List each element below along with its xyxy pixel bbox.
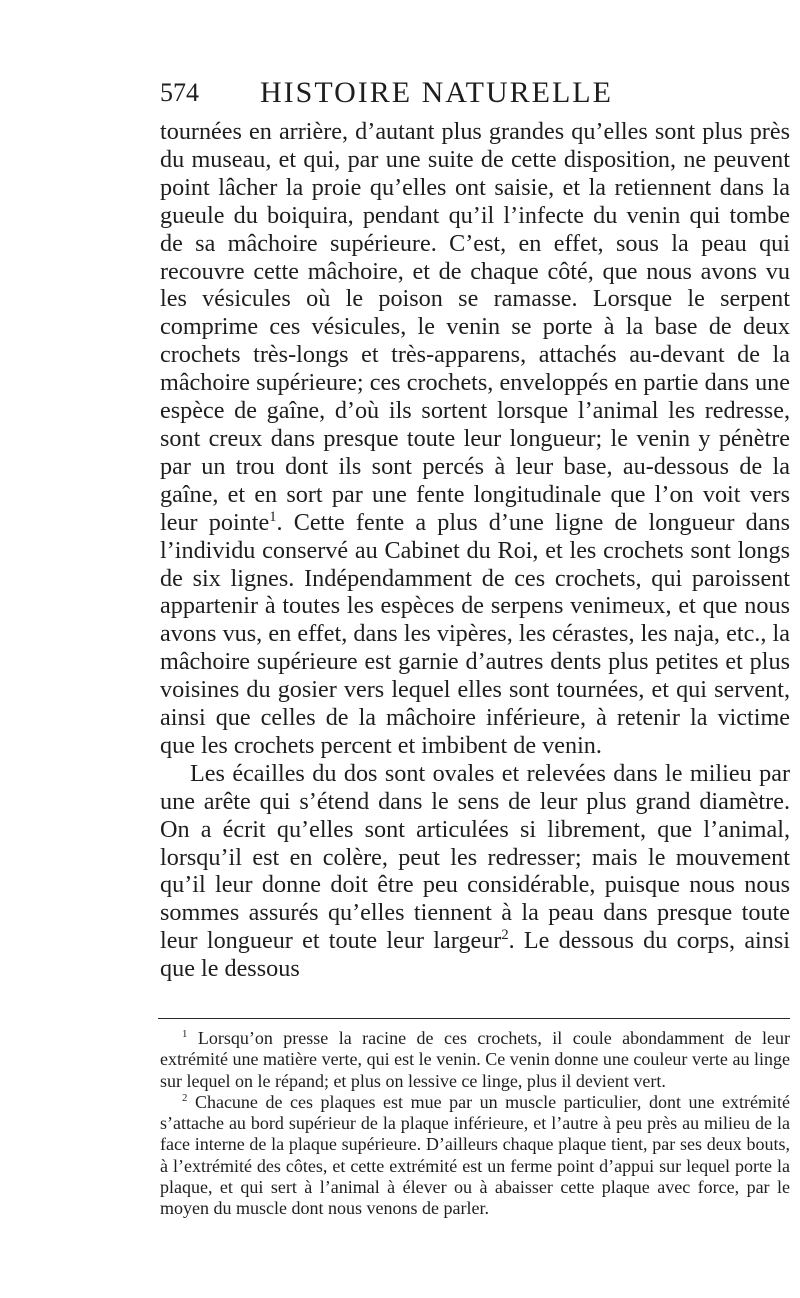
footnote — [160, 1028, 790, 1092]
footnote-reference: 2 — [501, 927, 509, 944]
footnote-text: Lorsqu’on presse la racine de ces crochets, il coule abondamment de leur extrémité une matière verte, qui est le venin. Ce venin donne une couleur verte au linge sur lequel on le répand; et plus on lessive ce linge, plus il devient vert. — [160, 1028, 790, 1091]
page-header — [160, 76, 760, 116]
footnote-reference: 1 — [269, 508, 277, 525]
paragraph-text: Les écailles du dos sont ovales et relevées dans le milieu par une arête qui s’étend dans le sens de leur plus grand diamètre. On a écrit qu’elles sont articulées si librement, que l’animal, lorsqu’il est en colère, peut les redresser; mais le mouvement qu’il leur donne doit être peu considérable, puisque nous nous sommes assurés qu’elles tiennent à la peau dans presque toute leur longueur et toute leur largeur — [160, 759, 790, 955]
footnote-marker: 2 — [182, 1091, 188, 1104]
paragraph-text: tournées en arrière, d’autant plus grandes qu’elles sont plus près du museau, et qui, par une suite de cette disposition, ne peuvent point lâcher la proie qu’elles ont saisie, et la retiennent dans la gueule du boiquira, pendant qu’il l’infecte du venin qui tombe de sa mâchoire supérieure. C’est, en effet, sous la peau qui recouvre cette mâchoire, et de chaque côté, que nous avons vu les vésicules où le poison se ramasse. Lorsque le serpent comprime ces vésicules, le venin se porte à la base de deux crochets très-longs et très-apparens, attachés au-devant de la mâchoire supérieure; ces crochets, enveloppés en partie dans une espèce de gaîne, d’où ils sortent lorsque l’animal les redresse, sont creux dans presque toute leur longueur; le venin y pénètre par un trou dont ils sont percés à leur base, au-dessous de la gaîne, et en sort par une fente longitudinale que l’on voit vers leur pointe — [160, 118, 790, 536]
footnote-text: Chacune de ces plaques est mue par un muscle particulier, dont une extrémité s’attache au bord supérieur de la plaque inférieure, et l’autre à peu près au milieu de la face interne de la plaque supérieure. D’ailleurs chaque plaque tient, par ses deux bouts, à l’extrémité des côtes, et cette extrémité est un ferme point d’appui sur lequel porte la plaque, et qui sert à l’animal à élever ou à abaisser cette plaque avec force, par le moyen du muscle dont nous venons de parler. — [160, 1091, 790, 1219]
paragraph — [160, 760, 790, 983]
footnote-divider — [158, 1018, 790, 1019]
footnote-marker: 1 — [182, 1028, 188, 1040]
paragraph-text: . Le dessous du corps, ainsi que le dessous — [160, 927, 791, 983]
page-number: 574 — [160, 78, 199, 107]
footnotes — [160, 1028, 790, 1220]
paragraph — [160, 118, 790, 760]
footnote — [160, 1092, 790, 1220]
paragraph-text: . Cette fente a plus d’une ligne de longueur dans l’individu conservé au Cabinet du Roi, et les crochets sont longs de six lignes. Indépendamment de ces crochets, qui paroissent appartenir à toutes les espèces de serpens venimeux, et que nous avons vus, en effet, dans les vipères, les cérastes, les naja, etc., la mâchoire supérieure est garnie d’autres dents plus petites et plus voisines du gosier vers lequel elles sont tournées, et qui servent, ainsi que celles de la mâchoire inférieure, à retenir la victime que les crochets percent et imbibent de venin. — [160, 508, 790, 759]
running-title: HISTOIRE NATURELLE — [260, 76, 613, 109]
main-text — [160, 118, 790, 983]
